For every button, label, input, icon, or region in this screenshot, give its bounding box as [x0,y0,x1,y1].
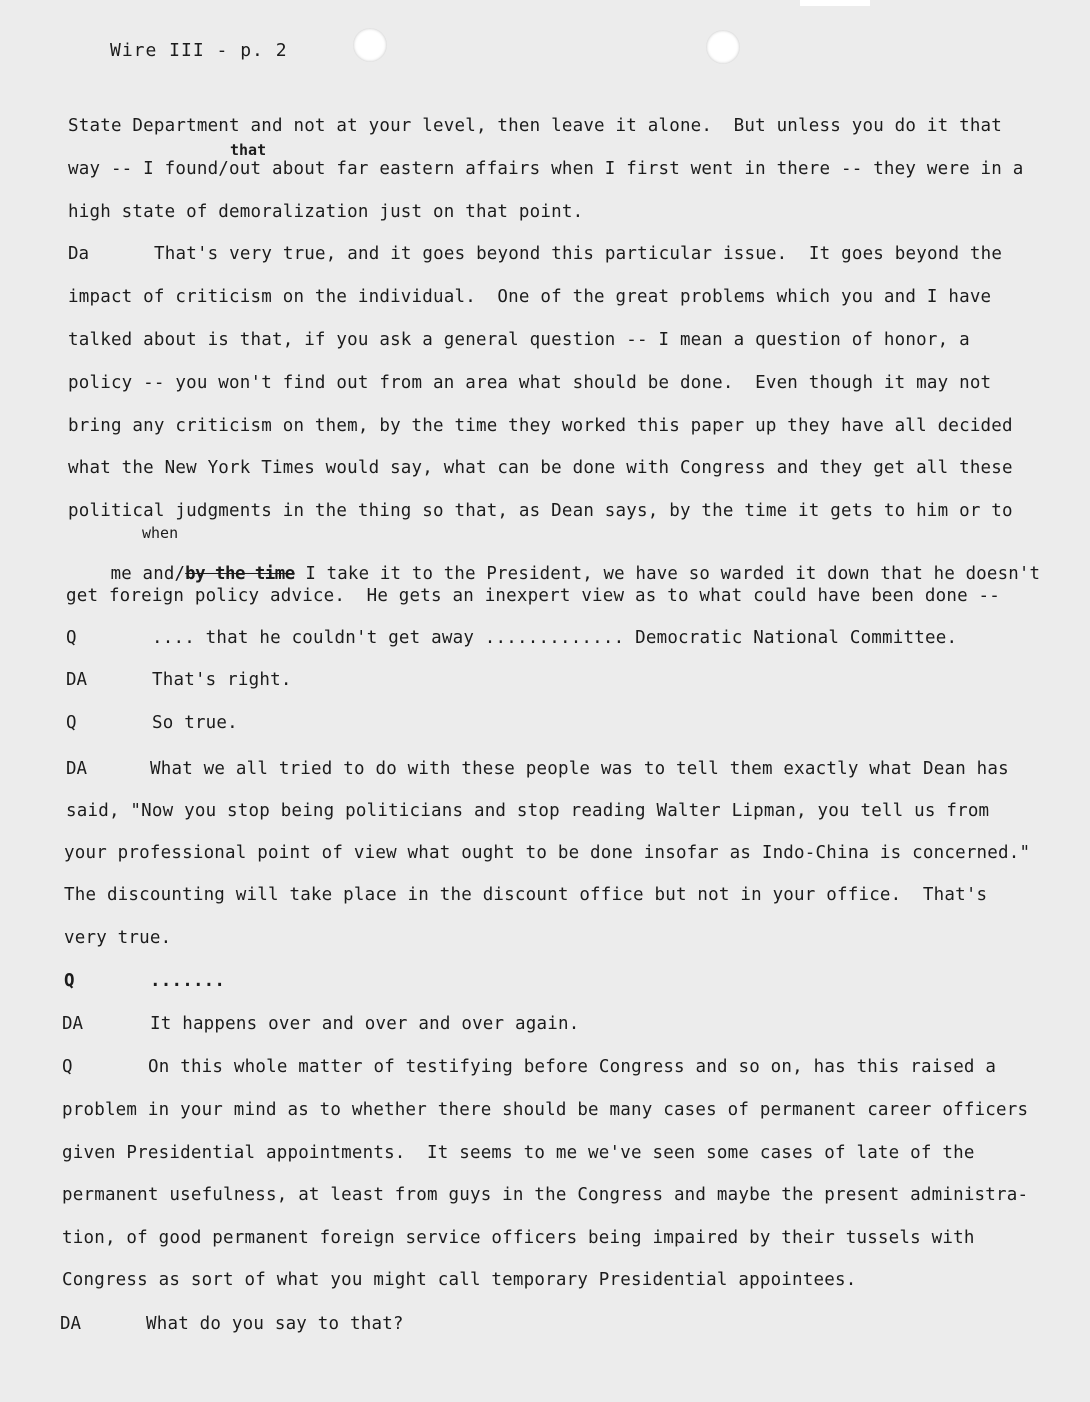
speech-text: .... that he couldn't get away ............. Democratic National Committee. [152,628,958,648]
text-line: your professional point of view what ought to be done insofar as Indo-China is concerned." [64,843,1031,863]
speaker-label: Da [68,244,90,264]
text-line: The discounting will take place in the discount office but not in your office. That's [64,885,988,905]
text-line: way -- I found/out about far eastern affairs when I first went in there -- they were in a [68,159,1024,179]
text-line: talked about is that, if you ask a general question -- I mean a question of honor, a [68,330,970,350]
speech-text: ....... [150,971,226,991]
text-segment: me and/ [110,564,186,584]
text-line: State Department and not at your level, then leave it alone. But unless you do it that [68,116,1003,136]
speaker-label: DA [62,1014,84,1034]
speaker-label: DA [66,670,88,690]
text-line: bring any criticism on them, by the time they worked this paper up they have all decided [68,416,1013,436]
text-line: given Presidential appointments. It seems to me we've seen some cases of late of the [62,1143,975,1163]
interlinear-insertion: that [230,141,267,159]
paper-edge [800,0,870,6]
text-line: said, "Now you stop being politicians and stop reading Walter Lipman, you tell us from [66,801,990,821]
speaker-label: DA [60,1314,82,1334]
interlinear-insertion: when [142,524,179,542]
speech-text: That's very true, and it goes beyond this particular issue. It goes beyond the [154,244,1003,264]
speaker-label: Q [64,971,75,991]
speaker-label: DA [66,759,88,779]
text-line: policy -- you won't find out from an area what should be done. Even though it may not [68,373,992,393]
text-line: impact of criticism on the individual. One of the great problems which you and I have [68,287,992,307]
page-header: Wire III - p. 2 [110,40,288,61]
punch-hole-left [353,28,387,62]
speech-text: So true. [152,713,238,733]
text-line: problem in your mind as to whether there should be many cases of permanent career officers [62,1100,1029,1120]
text-line: get foreign policy advice. He gets an inexpert view as to what could have been done -- [66,586,1001,606]
text-line: political judgments in the thing so that, as Dean says, by the time it gets to him or to [68,501,1013,521]
text-line: what the New York Times would say, what can be done with Congress and they get all these [68,458,1013,478]
speaker-label: Q [62,1057,73,1077]
speaker-label: Q [66,628,77,648]
speech-text: On this whole matter of testifying before Congress and so on, has this raised a [148,1057,997,1077]
punch-hole-right [706,30,740,64]
text-line: permanent usefulness, at least from guys in the Congress and maybe the present administra- [62,1185,1029,1205]
speech-text: What we all tried to do with these people was to tell them exactly what Dean has [150,759,1009,779]
text-segment: I take it to the President, we have so warded it down that he doesn't [294,564,1041,584]
speaker-label: Q [66,713,77,733]
speech-text: It happens over and over and over again. [150,1014,580,1034]
speech-text: That's right. [152,670,292,690]
text-line: high state of demoralization just on that point. [68,202,584,222]
speech-text: What do you say to that? [146,1314,404,1334]
text-line: tion, of good permanent foreign service officers being impaired by their tussels with [62,1228,975,1248]
struck-out-text: by the time [185,564,295,584]
text-line: Congress as sort of what you might call temporary Presidential appointees. [62,1270,857,1290]
text-line: very true. [64,928,172,948]
